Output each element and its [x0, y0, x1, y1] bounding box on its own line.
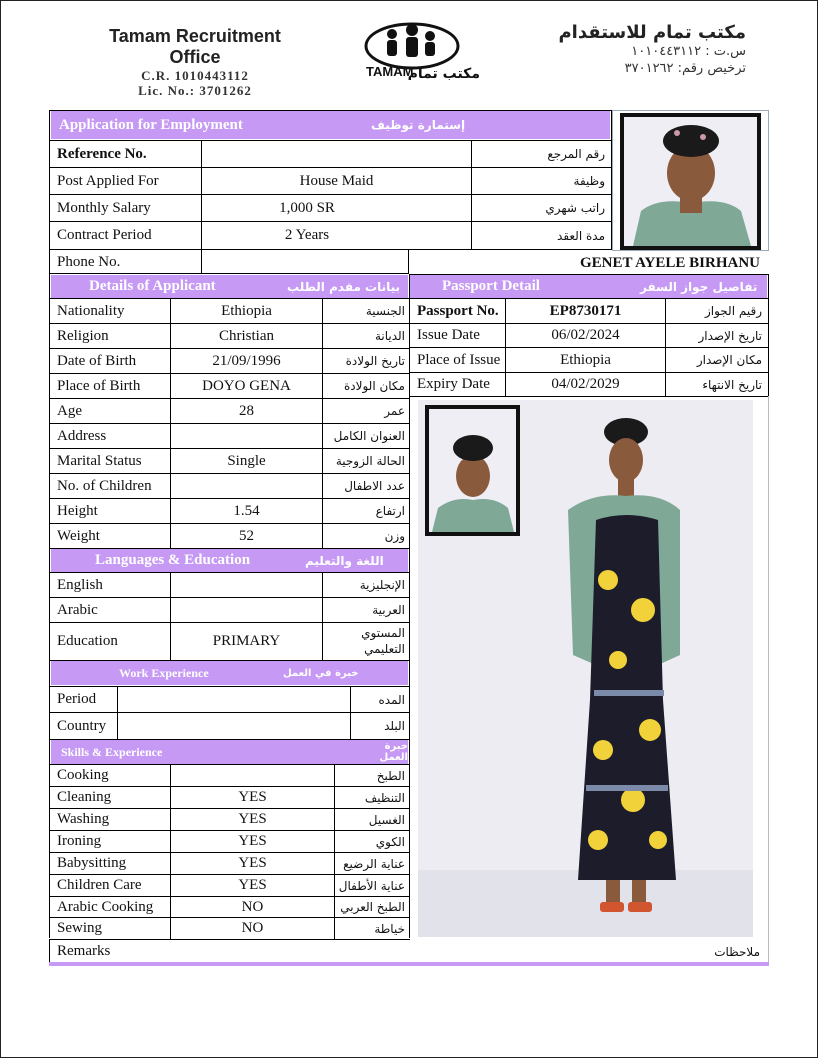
- arabic-label: Arabic: [57, 601, 98, 618]
- dob-label-ar: تاريخ الولادة: [345, 354, 405, 368]
- application-title-ar: إستمارة توظيف: [371, 118, 466, 132]
- babysitting-label: Babysitting: [57, 855, 127, 871]
- religion-label-ar: الديانة: [374, 329, 405, 343]
- period-label-ar: المده: [378, 692, 405, 707]
- remarks-label: Remarks: [57, 943, 111, 959]
- ironing-label: Ironing: [57, 833, 102, 849]
- age-label-ar: عمر: [384, 404, 405, 418]
- arabic-value: [171, 598, 322, 622]
- place-of-issue-label-ar: مكان الإصدار: [696, 353, 762, 367]
- details-band: [51, 275, 408, 298]
- babysitting-label-ar: عناية الرضيع: [343, 856, 405, 871]
- children-label: No. of Children: [57, 477, 152, 494]
- reference-no-value: [202, 141, 471, 167]
- portrait-frame: [612, 110, 769, 251]
- reference-no-label: Reference No.: [57, 145, 147, 162]
- passport-no-label-ar: رقيم الجواز: [704, 304, 762, 318]
- issue-date-value: 06/02/2024: [551, 327, 620, 343]
- office-cr-en: C.R. 1010443112: [141, 68, 249, 83]
- children-care-label: Children Care: [57, 877, 142, 893]
- monthly-salary-label-ar: راتب شهري: [545, 201, 605, 215]
- monthly-salary-value: 1,000 SR: [279, 199, 335, 216]
- office-name-ar: مكتب تمام للاستقدام: [558, 22, 746, 43]
- applicant-full-body-photo-icon: [418, 400, 753, 937]
- religion-label: Religion: [57, 327, 109, 344]
- weight-label-ar: وزن: [384, 529, 405, 543]
- phone-label: Phone No.: [57, 253, 121, 270]
- languages-title-ar: اللغة والتعليم: [305, 553, 384, 568]
- cooking-label-ar: الطبخ: [376, 768, 405, 783]
- arabic-cooking-value: NO: [241, 898, 264, 915]
- remarks-bottom-band: [49, 962, 769, 966]
- age-label: Age: [57, 402, 82, 419]
- cooking-value: [171, 765, 334, 786]
- nationality-label: Nationality: [57, 302, 125, 319]
- place-of-birth-label-ar: مكان الولادة: [343, 379, 405, 393]
- nationality-label-ar: الجنسية: [365, 304, 405, 318]
- place-of-birth-label: Place of Birth: [57, 377, 141, 394]
- office-header-ar: [540, 22, 746, 77]
- family-figures-logo-icon: [362, 20, 482, 80]
- dob-label: Date of Birth: [57, 352, 137, 369]
- place-of-issue-label: Place of Issue: [417, 351, 501, 368]
- skills-title-en: Skills & Experience: [61, 744, 163, 759]
- passport-band: [410, 275, 767, 298]
- weight-label: Weight: [57, 527, 100, 544]
- address-label: Address: [57, 427, 107, 444]
- passport-title-en: Passport Detail: [442, 278, 540, 294]
- contract-period-label: Contract Period: [57, 227, 152, 243]
- application-title-en: Application for Employment: [59, 116, 243, 133]
- office-header-en: [92, 26, 298, 98]
- contract-period-label-ar: مدة العقد: [557, 228, 605, 243]
- children-value: [171, 474, 322, 498]
- work-title-en: Work Experience: [119, 665, 209, 680]
- english-label: English: [57, 576, 103, 593]
- place-of-issue-value: Ethiopia: [560, 351, 611, 368]
- washing-label: Washing: [57, 811, 110, 827]
- languages-title-en: Languages & Education: [95, 552, 251, 568]
- ironing-label-ar: الكوي: [375, 834, 405, 849]
- post-applied-label: Post Applied For: [57, 172, 159, 189]
- cleaning-label-ar: التنظيف: [364, 790, 405, 805]
- sewing-label: Sewing: [57, 920, 102, 936]
- weight-value: 52: [239, 527, 254, 544]
- sewing-label-ar: خياطة: [374, 921, 405, 936]
- passport-no-value: EP8730171: [549, 302, 622, 319]
- details-title-en: Details of Applicant: [89, 278, 216, 294]
- period-label: Period: [57, 691, 97, 707]
- arabic-cooking-label-ar: الطبخ العربي: [340, 900, 405, 914]
- office-cr-ar: س.ت : ١٠١٠٤٤٣١١٢: [631, 44, 746, 59]
- children-care-label-ar: عناية الأطفال: [338, 878, 405, 893]
- cleaning-label: Cleaning: [57, 789, 112, 805]
- expiry-date-label: Expiry Date: [417, 376, 490, 392]
- country-label: Country: [57, 717, 107, 734]
- sewing-value: NO: [241, 920, 264, 936]
- post-applied-value: House Maid: [299, 172, 374, 189]
- marital-status-value: Single: [227, 452, 266, 469]
- work-title-ar: خبرة في العمل: [283, 667, 359, 679]
- expiry-date-value: 04/02/2029: [551, 376, 620, 392]
- monthly-salary-label: Monthly Salary: [57, 199, 151, 216]
- application-band: [51, 111, 610, 139]
- children-care-value: YES: [238, 877, 267, 893]
- post-applied-label-ar: وظيفة: [573, 174, 605, 188]
- dob-value: 21/09/1996: [212, 352, 281, 369]
- issue-date-label-ar: تاريخ الإصدار: [698, 328, 762, 343]
- languages-band: [51, 549, 408, 572]
- skills-title-ar: خبرة العمل: [379, 741, 408, 763]
- applicant-name: GENET AYELE BIRHANU: [579, 254, 760, 271]
- logo-text-en: TAMAM: [366, 64, 414, 79]
- passport-no-label: Passport No.: [417, 302, 499, 319]
- work-band: [51, 661, 408, 685]
- full-body-photo: [418, 400, 753, 937]
- reference-no-label-ar: رقم المرجع: [547, 147, 605, 161]
- office-name-en: Tamam Recruitment Office: [109, 26, 281, 67]
- place-of-birth-value: DOYO GENA: [202, 377, 291, 394]
- ironing-value: YES: [238, 833, 267, 849]
- address-label-ar: العنوان الكامل: [333, 429, 405, 443]
- cooking-label: Cooking: [57, 767, 109, 783]
- country-value: [118, 713, 350, 739]
- country-label-ar: البلد: [384, 719, 405, 733]
- height-value: 1.54: [233, 502, 260, 519]
- contract-period-value: 2 Years: [284, 227, 330, 243]
- nationality-value: Ethiopia: [221, 302, 272, 319]
- cleaning-value: YES: [238, 789, 267, 805]
- arabic-cooking-label: Arabic Cooking: [57, 898, 154, 915]
- religion-value: Christian: [219, 327, 274, 344]
- washing-label-ar: الغسيل: [368, 812, 405, 827]
- details-title-ar: بيانات مقدم الطلب: [287, 279, 401, 294]
- issue-date-label: Issue Date: [417, 327, 480, 343]
- babysitting-value: YES: [238, 855, 267, 871]
- period-value: [118, 687, 350, 712]
- marital-status-label: Marital Status: [57, 452, 142, 469]
- address-value: [171, 424, 322, 448]
- education-label-ar: المستوي التعليمي: [361, 625, 405, 656]
- logo-text-ar: مكتب تمام: [407, 66, 480, 80]
- office-license-ar: ترخيص رقم: ٣٧٠١٢٦٢: [624, 61, 746, 76]
- education-label: Education: [57, 633, 118, 649]
- phone-value: [202, 251, 408, 273]
- english-value: [171, 573, 322, 597]
- age-value: 28: [239, 402, 254, 419]
- education-value: PRIMARY: [212, 633, 281, 649]
- skills-band: [51, 740, 408, 764]
- remarks-label-ar: ملاحظات: [714, 944, 760, 959]
- passport-title-ar: تفاصيل جواز السفر: [640, 279, 758, 294]
- applicant-portrait-icon: [613, 111, 769, 251]
- marital-status-label-ar: الحالة الزوجية: [335, 454, 405, 468]
- expiry-date-label-ar: تاريخ الانتهاء: [702, 377, 762, 392]
- arabic-label-ar: العربية: [372, 603, 405, 617]
- english-label-ar: الإنجليزية: [359, 578, 405, 592]
- height-label-ar: ارتفاع: [375, 504, 405, 518]
- office-license-en: Lic. No.: 3701262: [138, 83, 252, 98]
- height-label: Height: [57, 502, 98, 519]
- children-label-ar: عدد الاطفال: [344, 479, 405, 493]
- washing-value: YES: [238, 811, 267, 827]
